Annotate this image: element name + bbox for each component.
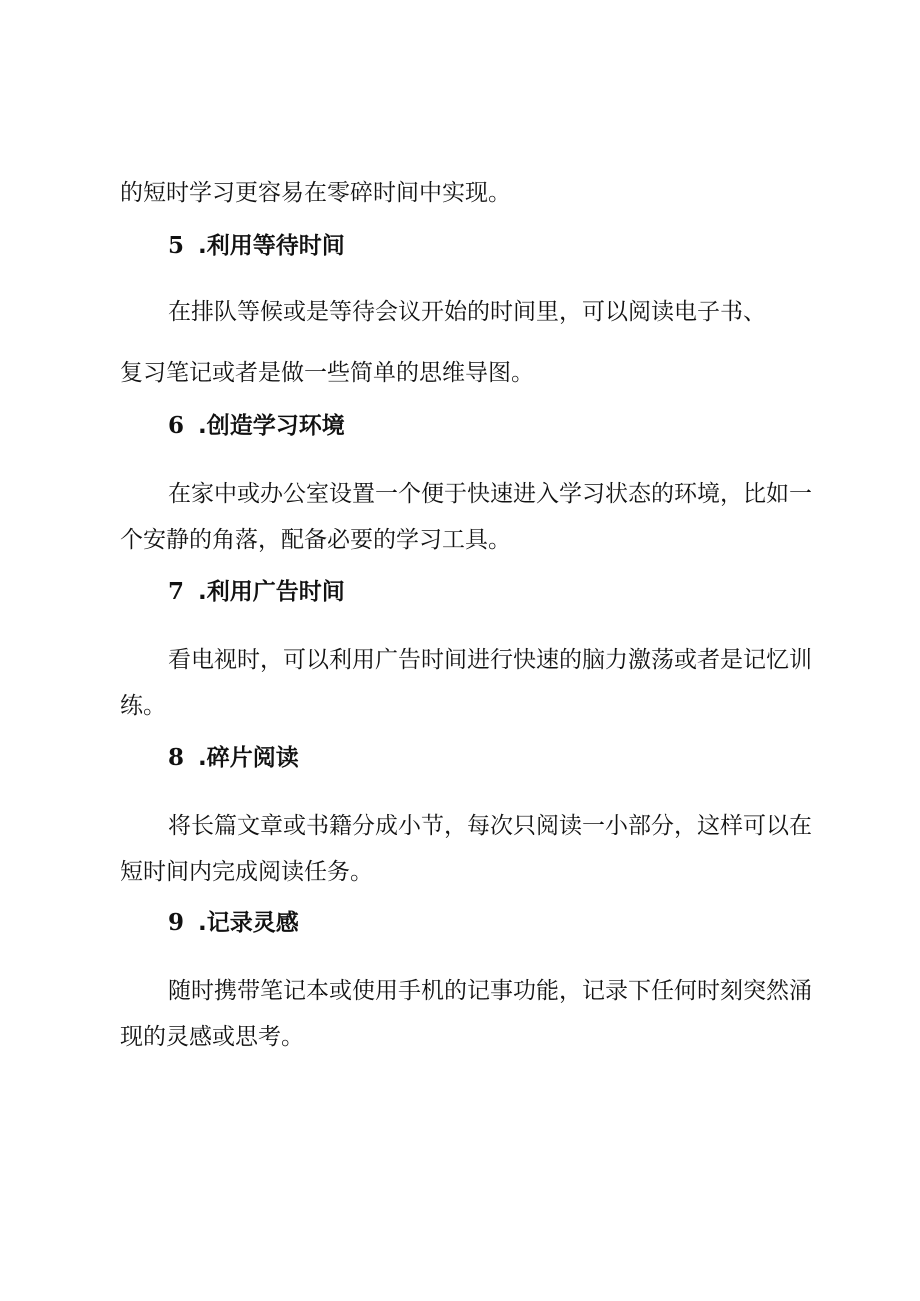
- section-title: .利用广告时间: [198, 579, 345, 605]
- section-heading: [168, 411, 345, 441]
- section-heading: [168, 231, 345, 261]
- section-number: 7: [168, 578, 185, 605]
- section-title: .利用等待时间: [198, 233, 345, 259]
- paragraph-line: 练。: [120, 693, 166, 719]
- paragraph-line: 个安静的角落，配备必要的学习工具。: [120, 527, 511, 553]
- paragraph-line: 在家中或办公室设置一个便于快速进入学习状态的环境，比如一: [168, 481, 812, 507]
- paragraph-line: 将长篇文章或书籍分成小节，每次只阅读一小部分，这样可以在: [168, 813, 812, 839]
- section-heading: [168, 908, 299, 938]
- section-number: 8: [168, 744, 185, 771]
- section-number: 9: [168, 909, 185, 936]
- section-title: .创造学习环境: [198, 413, 345, 439]
- paragraph-line: 在排队等候或是等待会议开始的时间里，可以阅读电子书、: [168, 299, 766, 325]
- paragraph-line: 的短时学习更容易在零碎时间中实现。: [120, 180, 511, 206]
- paragraph-line: 随时携带笔记本或使用手机的记事功能，记录下任何时刻突然涌: [168, 978, 812, 1004]
- section-title: .记录灵感: [198, 910, 299, 936]
- section-heading: [168, 743, 299, 773]
- paragraph-line: 短时间内完成阅读任务。: [120, 859, 373, 885]
- section-heading: [168, 577, 345, 607]
- paragraph-line: 复习笔记或者是做一些简单的思维导图。: [120, 360, 534, 386]
- paragraph-line: 看电视时，可以利用广告时间进行快速的脑力激荡或者是记忆训: [168, 647, 812, 673]
- section-number: 6: [168, 412, 185, 439]
- section-title: .碎片阅读: [198, 745, 299, 771]
- paragraph-line: 现的灵感或思考。: [120, 1024, 304, 1050]
- section-number: 5: [168, 232, 185, 259]
